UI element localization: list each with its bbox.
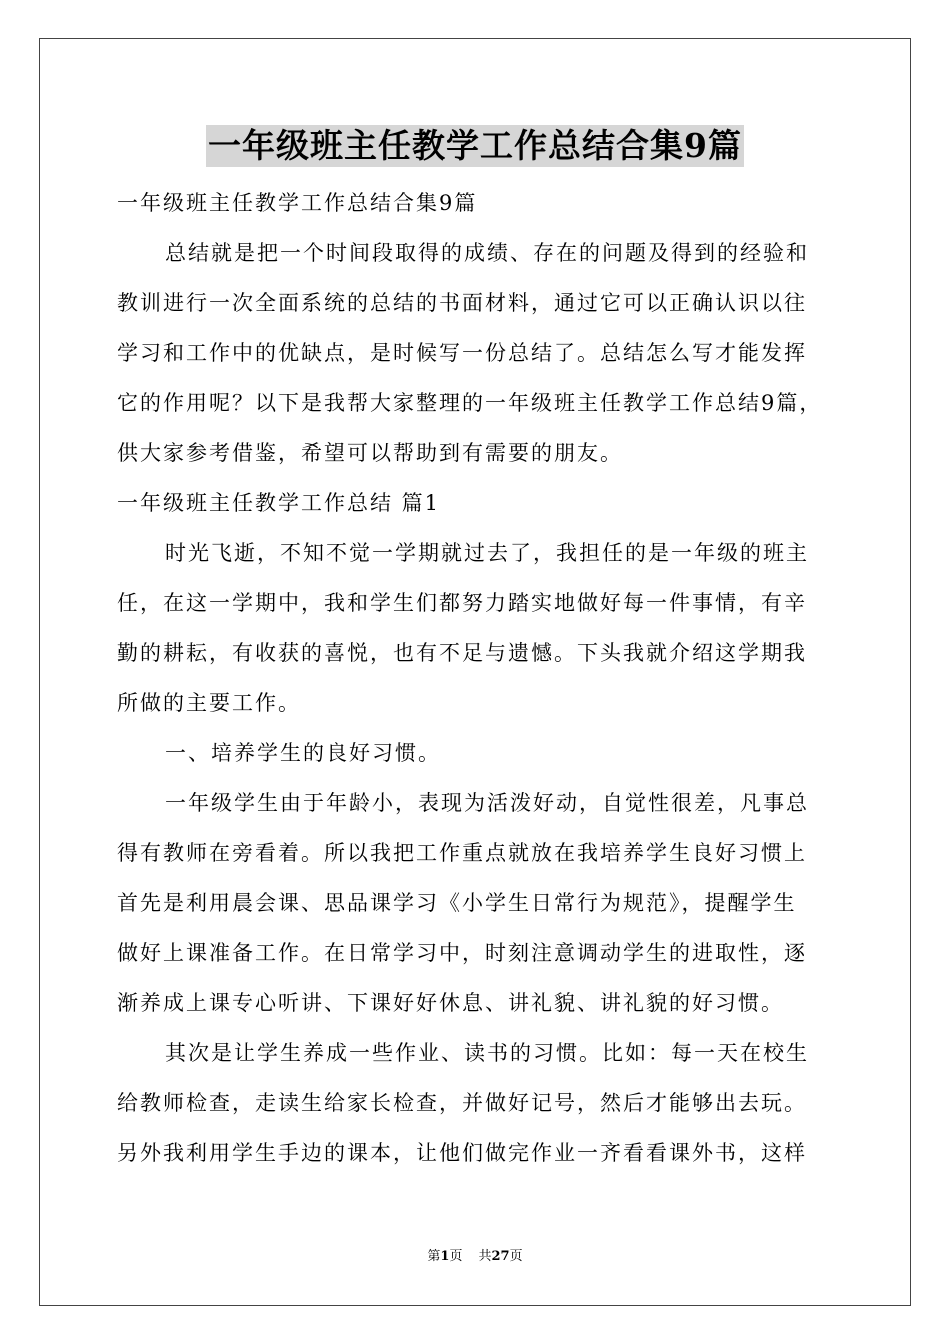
text-line: 供大家参考借鉴，希望可以帮助到有需要的朋友。 <box>117 441 623 465</box>
document-title: 一年级班主任教学工作总结合集9篇 <box>208 126 742 165</box>
text-line: 给教师检查，走读生给家长检查，并做好记号，然后才能够出去玩。 <box>117 1091 807 1115</box>
total-pages: 27 <box>491 1249 510 1264</box>
text-line: 学习和工作中的优缺点，是时候写一份总结了。总结怎么写才能发挥 <box>117 341 807 365</box>
document-body <box>117 178 839 1178</box>
page-footer <box>0 1248 950 1266</box>
page-suffix: 页 <box>449 1249 463 1264</box>
title-container <box>0 125 950 167</box>
text-line: 一年级学生由于年龄小，表现为活泼好动，自觉性很差，凡事总 <box>165 791 809 815</box>
text-line: 渐养成上课专心听讲、下课好好休息、讲礼貌、讲礼貌的好习惯。 <box>117 991 784 1015</box>
text-line: 一年级班主任教学工作总结合集9篇 <box>117 191 478 215</box>
text-line: 教训进行一次全面系统的总结的书面材料，通过它可以正确认识以往 <box>117 291 807 315</box>
text-line: 所做的主要工作。 <box>117 691 301 715</box>
text-line: 时光飞逝，不知不觉一学期就过去了，我担任的是一年级的班主 <box>165 541 809 565</box>
text-line: 做好上课准备工作。在日常学习中，时刻注意调动学生的进取性，逐 <box>117 941 807 965</box>
text-line: 得有教师在旁看着。所以我把工作重点就放在我培养学生良好习惯上 <box>117 841 807 865</box>
total-prefix: 共 <box>478 1249 492 1264</box>
text-line: 一、培养学生的良好习惯。 <box>165 741 441 765</box>
text-line: 一年级班主任教学工作总结 篇1 <box>117 491 441 515</box>
text-line: 其次是让学生养成一些作业、读书的习惯。比如：每一天在校生 <box>165 1041 809 1065</box>
total-suffix: 页 <box>509 1249 523 1264</box>
text-line: 另外我利用学生手边的课本，让他们做完作业一齐看看课外书，这样 <box>117 1141 807 1165</box>
text-line: 勤的耕耘，有收获的喜悦，也有不足与遗憾。下头我就介绍这学期我 <box>117 641 807 665</box>
text-line: 首先是利用晨会课、思品课学习《小学生日常行为规范》，提醒学生 <box>117 891 797 915</box>
page-number: 1 <box>440 1249 450 1264</box>
text-line: 它的作用呢？以下是我帮大家整理的一年级班主任教学工作总结9篇， <box>117 391 823 415</box>
text-line: 任，在这一学期中，我和学生们都努力踏实地做好每一件事情，有辛 <box>117 591 807 615</box>
text-line: 总结就是把一个时间段取得的成绩、存在的问题及得到的经验和 <box>165 241 809 265</box>
page-prefix: 第 <box>427 1249 441 1264</box>
